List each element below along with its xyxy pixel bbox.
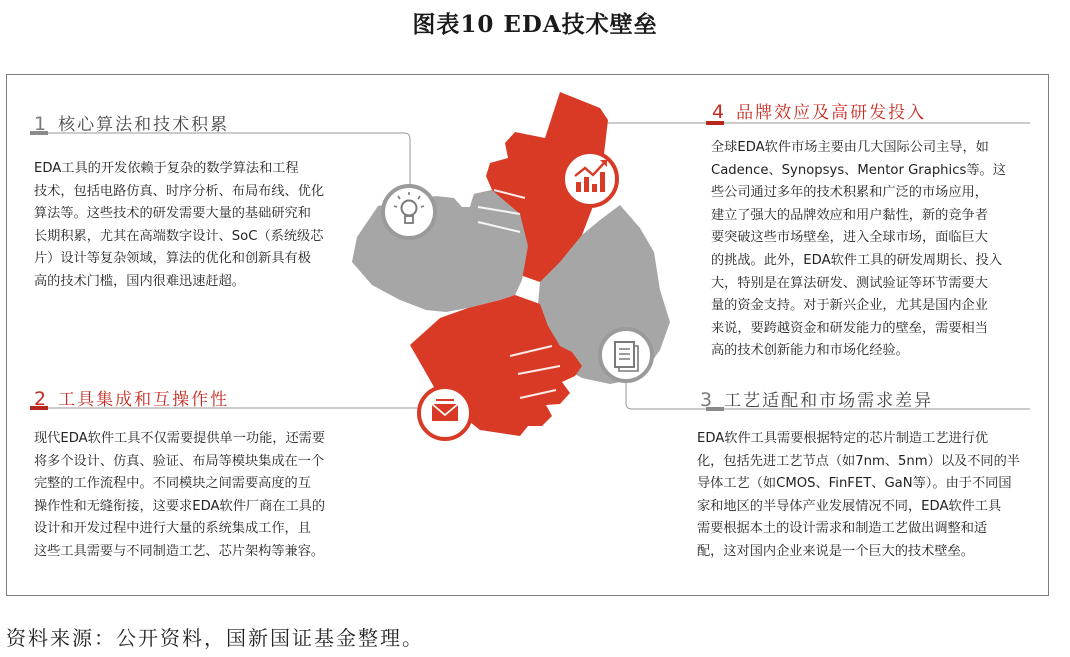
document-icon <box>600 329 652 381</box>
figure-title: 图表10 EDA技术壁垒 <box>412 11 658 38</box>
section-3-title: 工艺适配和市场需求差异 <box>724 391 934 411</box>
section-2-number: 2 <box>34 388 49 410</box>
section-2-title: 工具集成和互操作性 <box>58 390 230 410</box>
section-4-body <box>711 137 1046 363</box>
section-1-line: 算法等。这些技术的研发需要大量的基础研究和 <box>34 206 311 222</box>
section-2-line: 这些工具需要与不同制造工艺、芯片架构等兼容。 <box>34 543 325 559</box>
section-2-line: 设计和开发过程中进行大量的系统集成工作，且 <box>34 521 311 537</box>
section-3-heading <box>700 386 933 411</box>
section-4-line: 建立了强大的品牌效应和用户黏性，新的竞争者 <box>711 207 988 223</box>
section-1-line: 长期积累，尤其在高端数字设计、SoC（系统级芯 <box>34 228 324 244</box>
section-1-line: EDA工具的开发依赖于复杂的数学算法和工程 <box>34 161 299 176</box>
section-3-body <box>697 428 1042 564</box>
section-1-line: 技术，包括电路仿真、时序分析、布局布线、优化 <box>34 183 325 199</box>
section-1-number: 1 <box>34 113 49 135</box>
section-1-title: 核心算法和技术积累 <box>58 115 230 135</box>
section-1-line: 片）设计等复杂领域，算法的优化和创新具有极 <box>34 251 311 267</box>
section-2-line: 现代EDA软件工具不仅需要提供单一功能，还需要 <box>34 431 326 446</box>
section-4-line: 些公司通过多年的技术积累和广泛的市场应用， <box>711 185 988 201</box>
section-1-body <box>34 158 374 294</box>
section-4-number: 4 <box>712 101 727 123</box>
section-2-body <box>34 428 374 564</box>
section-3-line: 家和地区的半导体产业发展情况不同，EDA软件工具 <box>697 498 1002 514</box>
section-4-title: 品牌效应及高研发投入 <box>736 103 927 123</box>
section-3-line: 化，包括先进工艺节点（如7nm、5nm）以及不同的半 <box>697 453 1020 469</box>
lightbulb-icon <box>383 186 435 238</box>
section-3-line: 需要根据本土的设计需求和制造工艺做出调整和适 <box>697 521 988 537</box>
section-4-line: 高的技术创新能力和市场化经验。 <box>711 343 909 359</box>
section-4-line: 来说，要跨越资金和研发能力的壁垒，需要相当 <box>711 320 988 336</box>
section-2-line: 将多个设计、仿真、验证、布局等模块集成在一个 <box>34 453 325 469</box>
envelope-icon <box>419 387 471 439</box>
section-1-line: 高的技术门槛，国内很难迅速赶超。 <box>34 273 245 289</box>
hand-left-gray <box>352 190 528 312</box>
section-3-line: 配，这对国内企业来说是一个巨大的技术壁垒。 <box>697 543 974 559</box>
section-4-line: 大，特别是在算法研发、测试验证等环节需要大 <box>711 275 988 291</box>
section-4-line: Cadence、Synopsys、Mentor Graphics等。这 <box>711 162 1006 178</box>
section-4-heading <box>712 98 926 123</box>
section-3-number: 3 <box>700 389 715 411</box>
section-2-line: 操作性和无缝衔接，这要求EDA软件厂商在工具的 <box>34 498 326 514</box>
section-1-heading <box>34 110 229 135</box>
growth-chart-icon <box>563 152 617 206</box>
source-note: 资料来源：公开资料，国新国证基金整理。 <box>6 626 424 650</box>
section-4-line: 全球EDA软件市场主要由几大国际公司主导，如 <box>711 140 989 155</box>
section-2-line: 完整的工作流程中。不同模块之间需要高度的互 <box>34 476 311 492</box>
section-3-line: 导体工艺（如CMOS、FinFET、GaN等）。由于不同国 <box>697 476 1012 492</box>
section-3-line: EDA软件工具需要根据特定的芯片制造工艺进行优 <box>697 431 989 446</box>
section-4-line: 要突破这些市场壁垒，进入全球市场，面临巨大 <box>711 230 988 246</box>
section-2-heading <box>34 385 229 410</box>
section-4-line: 的挑战。此外，EDA软件工具的研发周期长、投入 <box>711 252 1003 268</box>
section-4-line: 量的资金支持。对于新兴企业，尤其是国内企业 <box>711 298 988 314</box>
